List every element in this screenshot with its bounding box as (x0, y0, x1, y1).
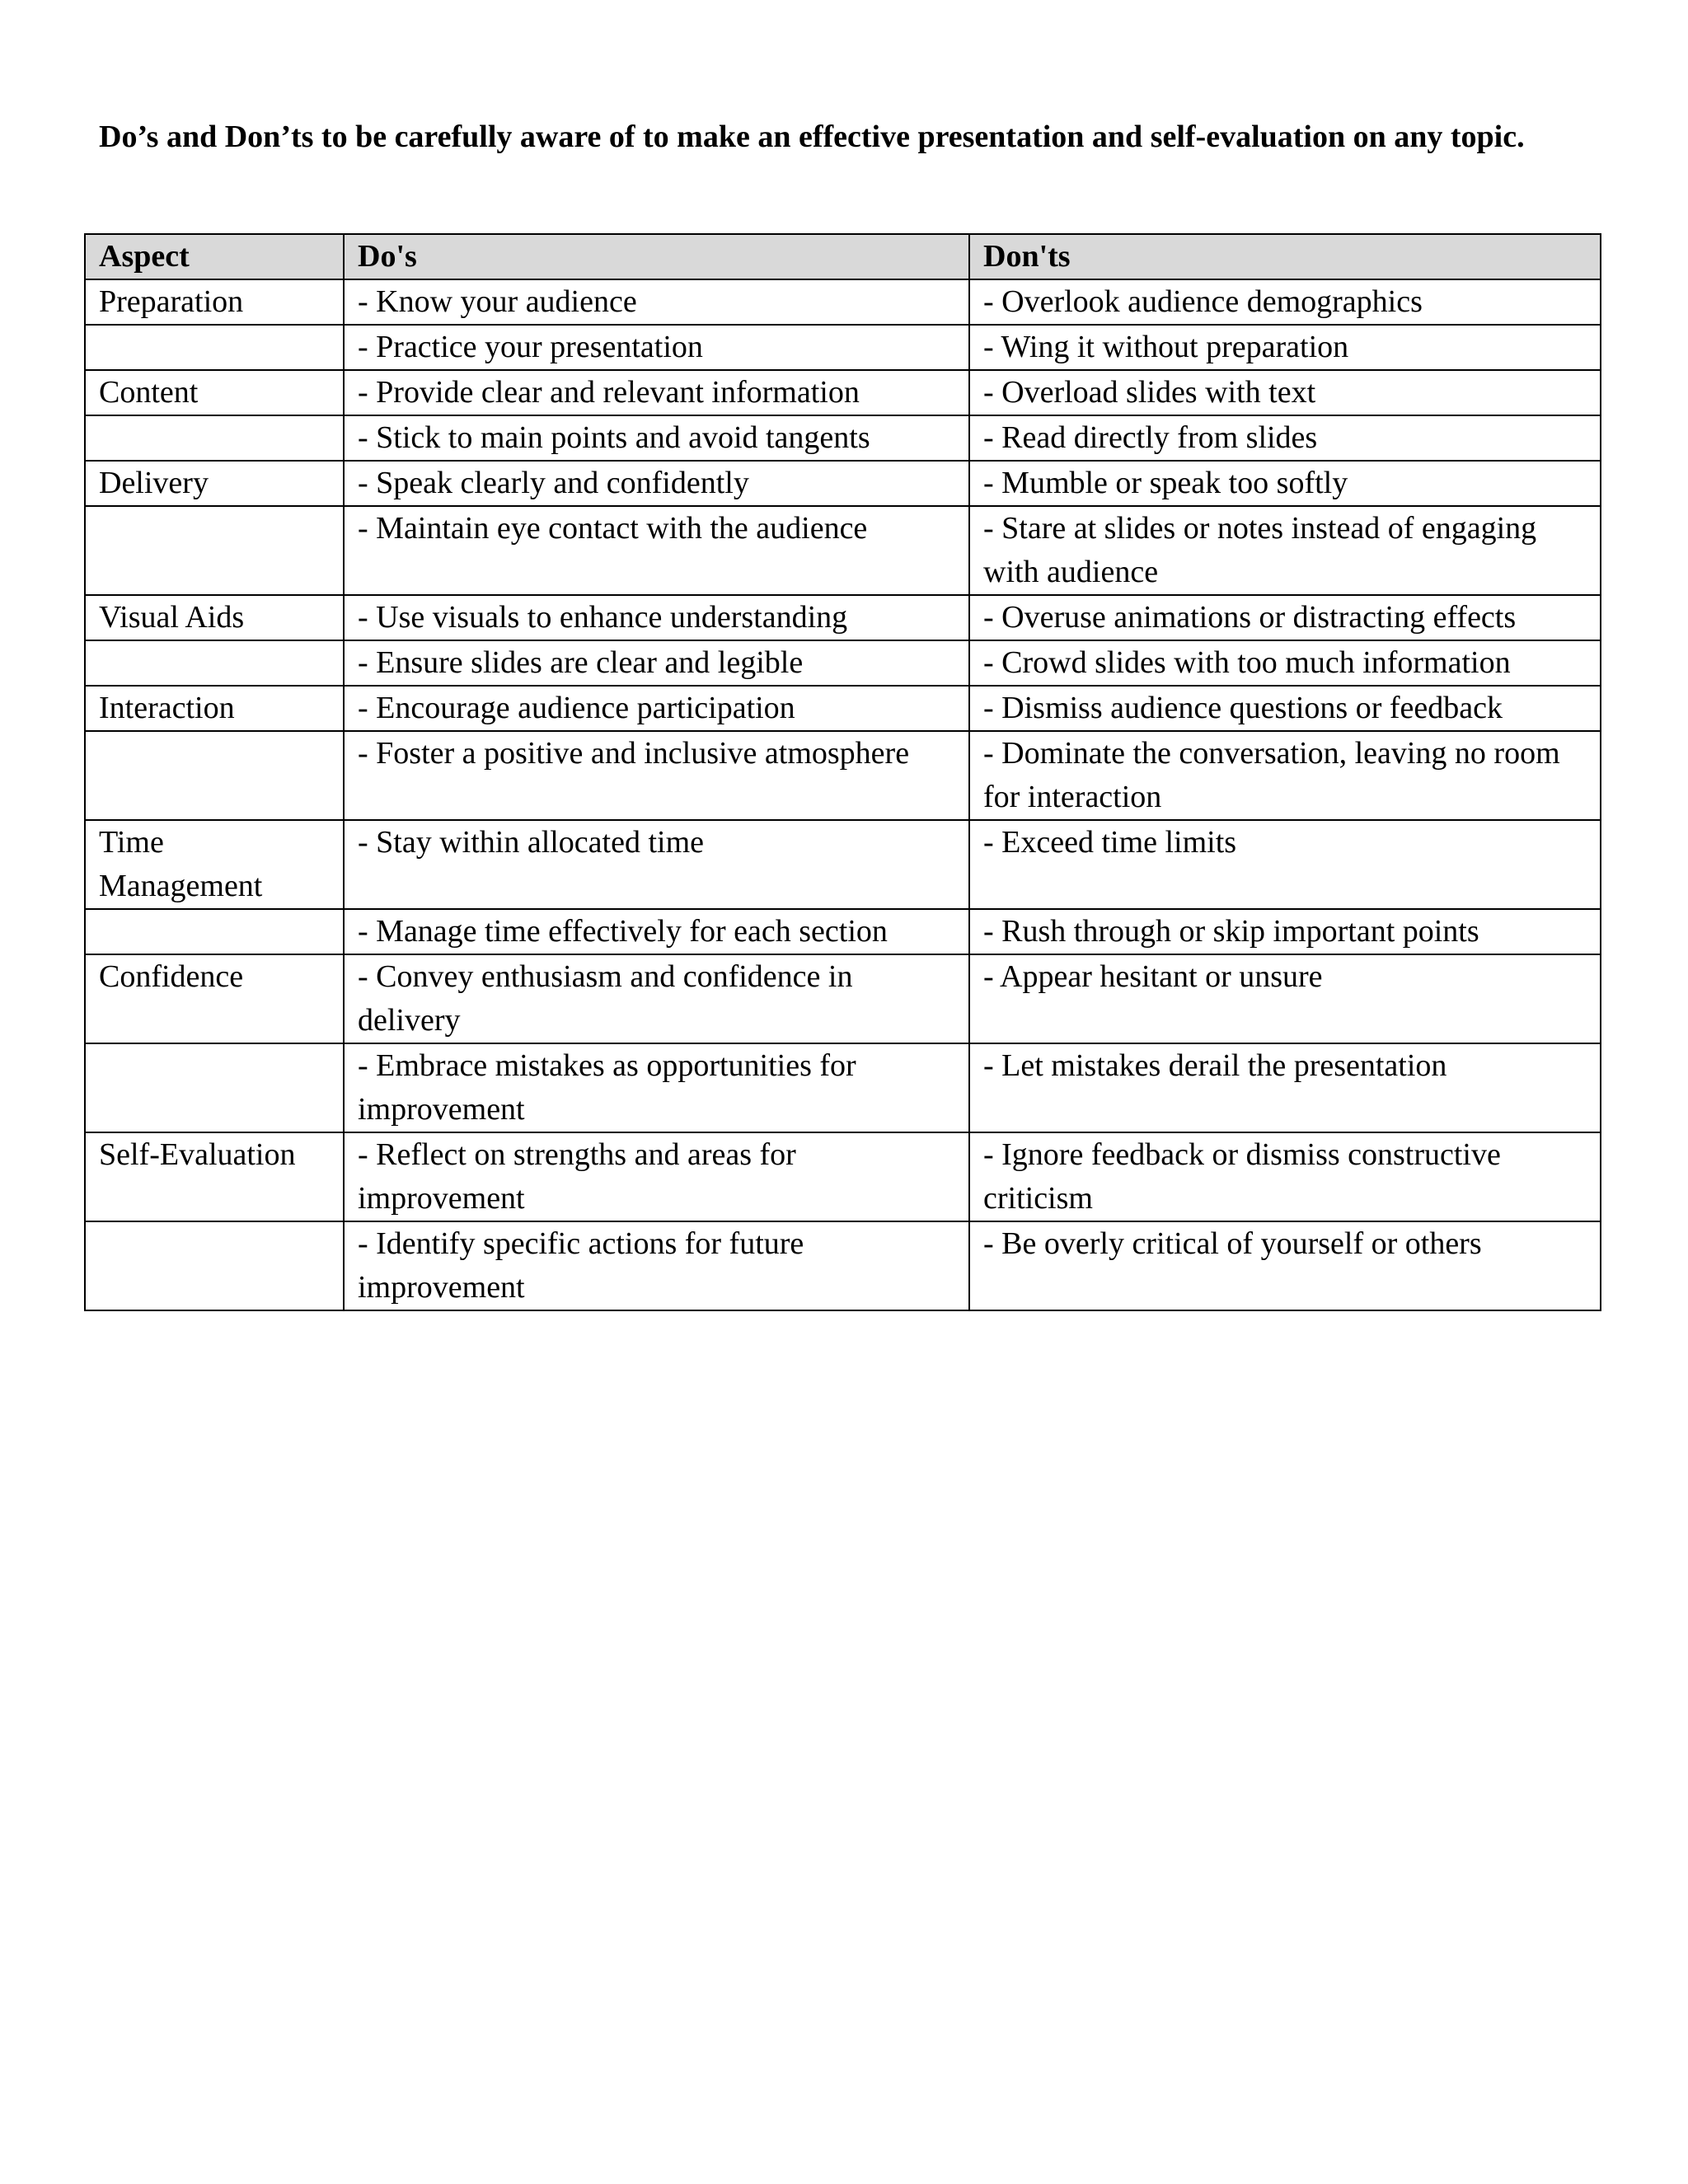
table-row (85, 325, 1601, 370)
table-row (85, 1221, 1601, 1310)
aspect-cell: Self-Evaluation (85, 1132, 344, 1221)
donts-cell: - Overlook audience demographics (969, 279, 1601, 325)
aspect-cell (85, 506, 344, 595)
donts-cell: - Stare at slides or notes instead of engaging with audience (969, 506, 1601, 595)
donts-cell: - Dominate the conversation, leaving no room for interaction (969, 731, 1601, 820)
table-header-row (85, 234, 1601, 279)
donts-cell: - Overload slides with text (969, 370, 1601, 415)
dos-cell: - Embrace mistakes as opportunities for improvement (344, 1043, 969, 1132)
table-row (85, 595, 1601, 640)
table-row (85, 1043, 1601, 1132)
page-title: Do’s and Don’ts to be carefully aware of to make an effective presentation and self-evaluation on any topic. (99, 120, 1525, 154)
aspect-cell (85, 731, 344, 820)
header-donts: Don'ts (969, 234, 1601, 279)
table-row (85, 820, 1601, 909)
dos-cell: - Speak clearly and confidently (344, 461, 969, 506)
table-row (85, 640, 1601, 686)
dos-cell: - Maintain eye contact with the audience (344, 506, 969, 595)
aspect-cell: Confidence (85, 954, 344, 1043)
table-row (85, 279, 1601, 325)
donts-cell: - Let mistakes derail the presentation (969, 1043, 1601, 1132)
table-row (85, 954, 1601, 1043)
dos-cell: - Ensure slides are clear and legible (344, 640, 969, 686)
donts-cell: - Appear hesitant or unsure (969, 954, 1601, 1043)
table-row (85, 370, 1601, 415)
dos-cell: - Stick to main points and avoid tangents (344, 415, 969, 461)
aspect-cell: Content (85, 370, 344, 415)
aspect-cell (85, 909, 344, 954)
header-aspect: Aspect (85, 234, 344, 279)
table-row (85, 731, 1601, 820)
dos-cell: - Identify specific actions for future improvement (344, 1221, 969, 1310)
dos-cell: - Foster a positive and inclusive atmosphere (344, 731, 969, 820)
donts-cell: - Ignore feedback or dismiss constructive criticism (969, 1132, 1601, 1221)
donts-cell: - Be overly critical of yourself or others (969, 1221, 1601, 1310)
dos-and-donts-table (84, 233, 1601, 1311)
dos-cell: - Know your audience (344, 279, 969, 325)
dos-cell: - Provide clear and relevant information (344, 370, 969, 415)
donts-cell: - Exceed time limits (969, 820, 1601, 909)
dos-cell: - Manage time effectively for each section (344, 909, 969, 954)
dos-cell: - Encourage audience participation (344, 686, 969, 731)
aspect-cell: Visual Aids (85, 595, 344, 640)
header-dos: Do's (344, 234, 969, 279)
dos-cell: - Convey enthusiasm and confidence in delivery (344, 954, 969, 1043)
table-row (85, 686, 1601, 731)
dos-cell: - Practice your presentation (344, 325, 969, 370)
donts-cell: - Rush through or skip important points (969, 909, 1601, 954)
table-row (85, 461, 1601, 506)
aspect-cell (85, 640, 344, 686)
donts-cell: - Dismiss audience questions or feedback (969, 686, 1601, 731)
aspect-cell: Delivery (85, 461, 344, 506)
table-row (85, 1132, 1601, 1221)
aspect-cell: Interaction (85, 686, 344, 731)
donts-cell: - Overuse animations or distracting effects (969, 595, 1601, 640)
aspect-cell: Time Management (85, 820, 344, 909)
donts-cell: - Crowd slides with too much information (969, 640, 1601, 686)
dos-cell: - Use visuals to enhance understanding (344, 595, 969, 640)
donts-cell: - Wing it without preparation (969, 325, 1601, 370)
aspect-cell (85, 1221, 344, 1310)
aspect-cell (85, 415, 344, 461)
dos-cell: - Stay within allocated time (344, 820, 969, 909)
aspect-cell (85, 325, 344, 370)
donts-cell: - Mumble or speak too softly (969, 461, 1601, 506)
dos-cell: - Reflect on strengths and areas for improvement (344, 1132, 969, 1221)
table-row (85, 415, 1601, 461)
aspect-cell: Preparation (85, 279, 344, 325)
table-row (85, 909, 1601, 954)
aspect-cell (85, 1043, 344, 1132)
donts-cell: - Read directly from slides (969, 415, 1601, 461)
table-row (85, 506, 1601, 595)
